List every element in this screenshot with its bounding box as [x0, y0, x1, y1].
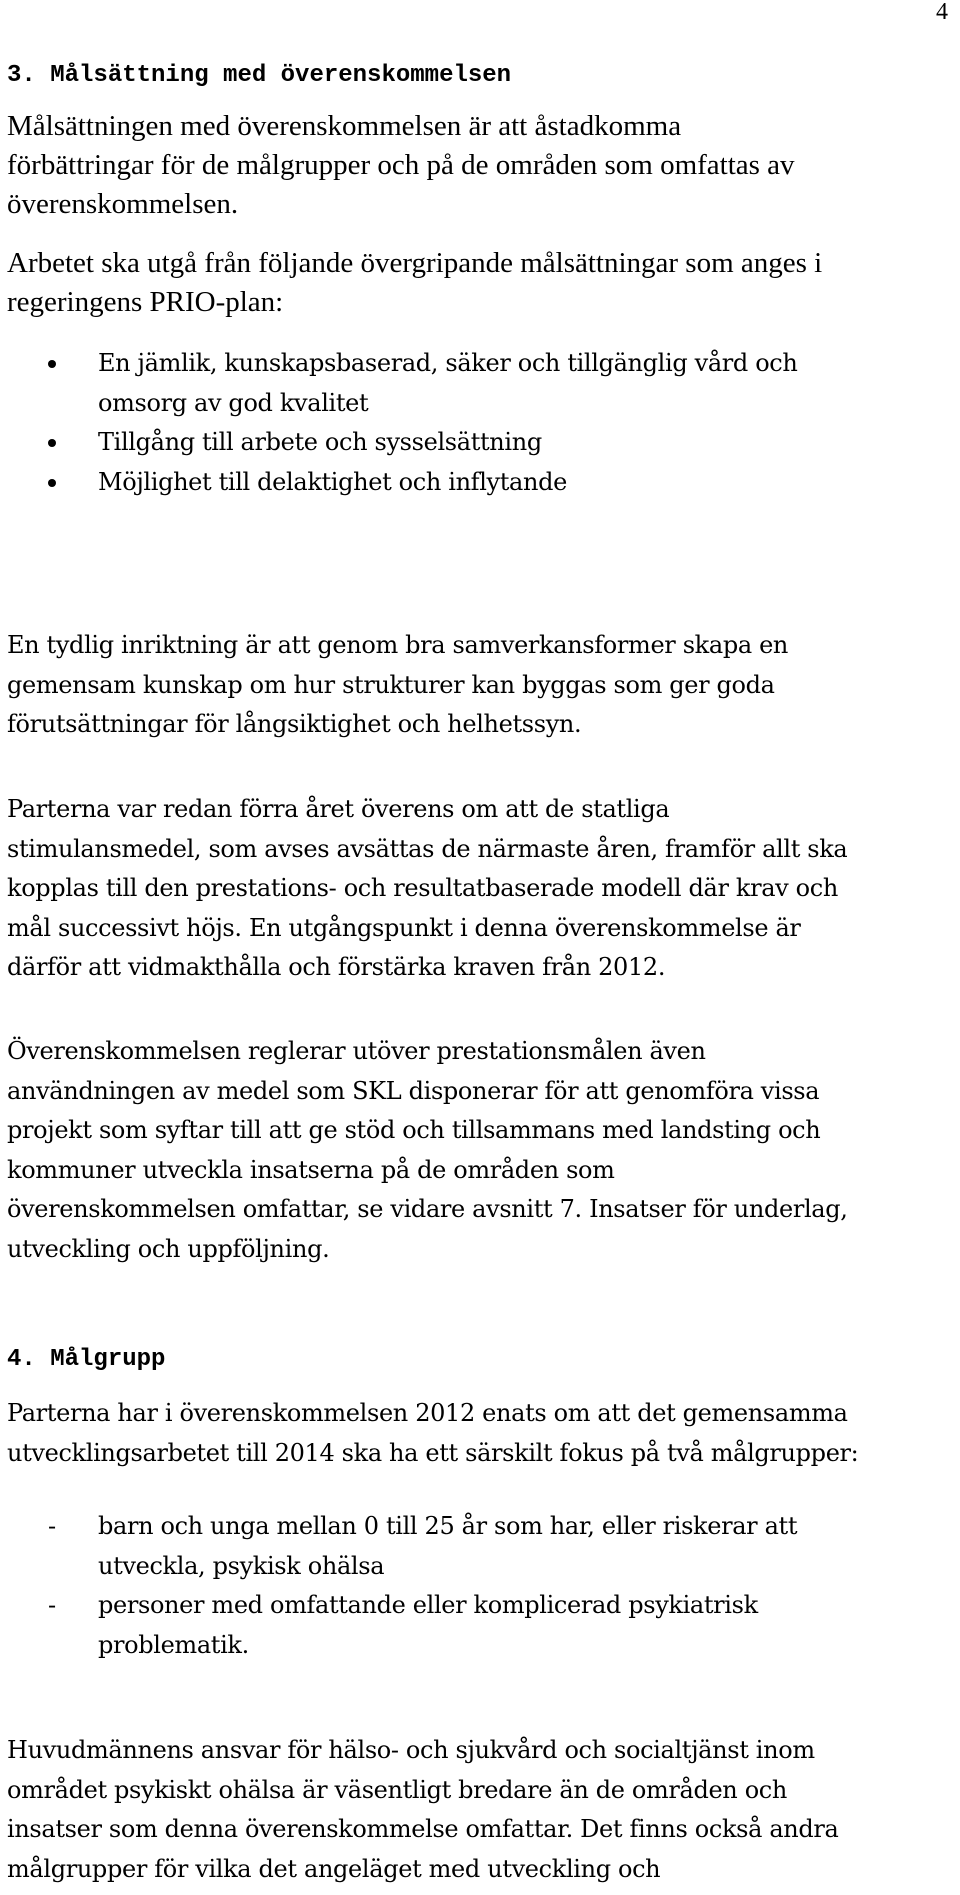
bullet-text: omsorg av god kvalitet [98, 388, 369, 417]
bullet-icon [48, 479, 56, 487]
responsibility-paragraph [7, 1731, 952, 1889]
text-line: området psykiskt ohälsa är väsentligt bredare än de områden och [7, 1775, 787, 1804]
text-line: Parterna var redan förra året överens om att de statliga [7, 795, 670, 823]
text-line: Parterna har i överenskommelsen 2012 enats om att det gemensamma [7, 1399, 848, 1427]
section-3-intro-paragraph [7, 107, 952, 224]
bullet-icon [48, 360, 56, 368]
bullet-text: Tillgång till arbete och sysselsättning [98, 428, 542, 456]
text-line: förutsättningar för långsiktighet och helhetssyn. [7, 710, 582, 738]
text-line: En tydlig inriktning är att genom bra samverkansformer skapa en [7, 631, 789, 659]
bullet-item [0, 344, 960, 423]
goals-bullet-list [0, 344, 960, 502]
section-4-heading: 4. Målgrupp [7, 1346, 166, 1373]
dash-item-text: barn och unga mellan 0 till 25 år som har, eller riskerar att [98, 1512, 798, 1540]
text-line: Huvudmännens ansvar för hälso- och sjukvård och socialtjänst inom [7, 1736, 815, 1764]
text-line: utvecklingsarbetet till 2014 ska ha ett särskilt fokus på två målgrupper: [7, 1438, 859, 1467]
target-groups-list [0, 1507, 960, 1665]
page-number: 4 [936, 0, 948, 25]
text-line: gemensam kunskap om hur strukturer kan byggas som ger goda [7, 670, 775, 699]
agreement-paragraph [7, 1032, 952, 1269]
bullet-item [0, 463, 960, 503]
dash-item-text: personer med omfattande eller komplicerad psykiatrisk [98, 1591, 758, 1619]
text-line: målgrupper för vilka det angeläget med utveckling och [7, 1854, 661, 1883]
bullet-text: Möjlighet till delaktighet och inflytande [98, 467, 567, 496]
section-4-intro-paragraph [7, 1394, 952, 1473]
dash-item-text: utveckla, psykisk ohälsa [98, 1551, 385, 1580]
dash-item-text: problematik. [98, 1630, 249, 1659]
text-line: projekt som syftar till att ge stöd och tillsammans med landsting och [7, 1116, 821, 1144]
text-line: förbättringar för de målgrupper och på de områden som omfattas av [7, 149, 795, 181]
text-line: mål successivt höjs. En utgångspunkt i denna överenskommelse är [7, 913, 801, 942]
section-3-heading: 3. Målsättning med överenskommelsen [7, 62, 512, 89]
text-line: Överenskommelsen reglerar utöver prestationsmålen även [7, 1037, 706, 1065]
text-line: Arbetet ska utgå från följande övergripande målsättningar som anges i [7, 247, 823, 279]
dash-icon: - [48, 1512, 57, 1540]
text-line: därför att vidmakthålla och förstärka kraven från 2012. [7, 953, 666, 981]
text-line: överenskommelsen. [7, 188, 239, 220]
dash-icon: - [48, 1591, 57, 1619]
text-line: stimulansmedel, som avses avsättas de närmaste åren, framför allt ska [7, 834, 848, 863]
dash-list-item [0, 1586, 960, 1665]
text-line: Målsättningen med överenskommelsen är att åstadkomma [7, 110, 682, 142]
text-line: regeringens PRIO-plan: [7, 286, 284, 318]
text-line: insatser som denna överenskommelse omfattar. Det finns också andra [7, 1815, 839, 1843]
text-line: överenskommelsen omfattar, se vidare avsnitt 7. Insatser för underlag, [7, 1195, 848, 1223]
text-line: användningen av medel som SKL disponerar för att genomföra vissa [7, 1076, 820, 1105]
bullet-item [0, 423, 960, 463]
text-line: kopplas till den prestations- och resultatbaserade modell där krav och [7, 874, 838, 902]
text-line: utveckling och uppföljning. [7, 1234, 330, 1263]
direction-paragraph [7, 626, 952, 745]
text-line: kommuner utveckla insatserna på de områden som [7, 1155, 615, 1184]
dash-list-item [0, 1507, 960, 1586]
prio-plan-paragraph [7, 244, 952, 322]
bullet-icon [48, 439, 56, 447]
parties-paragraph [7, 790, 952, 988]
bullet-text: En jämlik, kunskapsbaserad, säker och tillgänglig vård och [98, 349, 798, 377]
